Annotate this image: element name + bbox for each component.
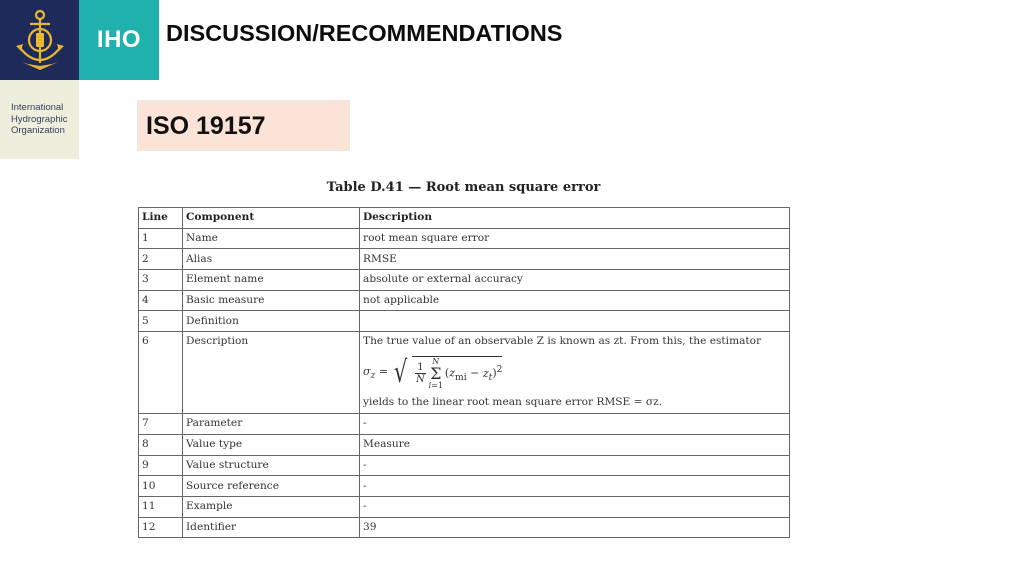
iho-emblem-icon <box>0 0 79 80</box>
line-cell: 7 <box>139 414 183 435</box>
table-row <box>139 455 790 476</box>
description-intro: The true value of an observable Z is known as zt. From this, the estimator <box>363 335 762 348</box>
line-cell: 9 <box>139 455 183 476</box>
organization-name: International Hydrographic Organization <box>11 102 68 136</box>
column-header-line: Line <box>139 208 183 229</box>
formula-sum: N Σ i=1 <box>428 357 443 391</box>
formula-term: $(z_{mi} - z_t)^2$ <box>444 364 503 384</box>
table-row <box>139 476 790 497</box>
line-cell: 1 <box>139 228 183 249</box>
component-cell: Basic measure <box>183 290 360 311</box>
table-row <box>139 249 790 270</box>
description-cell: Measure <box>360 434 790 455</box>
description-cell: - <box>360 455 790 476</box>
line-cell: 8 <box>139 434 183 455</box>
column-header-description: Description <box>360 208 790 229</box>
line-cell: 11 <box>139 496 183 517</box>
line-cell: 6 <box>139 332 183 414</box>
description-cell: - <box>360 476 790 497</box>
formula-sqrt-symbol: √ <box>393 355 408 391</box>
description-cell <box>360 311 790 332</box>
description-cell: - <box>360 414 790 435</box>
iho-brand-text: IHO <box>96 26 142 53</box>
iho-brand-block <box>79 0 159 80</box>
component-cell: Description <box>183 332 360 414</box>
standard-label: ISO 19157 <box>146 112 266 140</box>
description-cell: absolute or external accuracy <box>360 270 790 291</box>
component-cell: Source reference <box>183 476 360 497</box>
table-row <box>139 311 790 332</box>
description-cell: not applicable <box>360 290 790 311</box>
component-cell: Name <box>183 228 360 249</box>
line-cell: 4 <box>139 290 183 311</box>
description-cell: RMSE <box>360 249 790 270</box>
component-cell: Value type <box>183 434 360 455</box>
table-row <box>139 332 790 414</box>
line-cell: 12 <box>139 517 183 538</box>
table-row <box>139 517 790 538</box>
description-cell: 39 <box>360 517 790 538</box>
standard-label-box <box>138 101 349 150</box>
component-cell: Alias <box>183 249 360 270</box>
description-outro: yields to the linear root mean square error RMSE = σz. <box>363 396 663 409</box>
line-cell: 3 <box>139 270 183 291</box>
component-cell: Parameter <box>183 414 360 435</box>
description-cell <box>360 332 790 414</box>
table-caption: Table D.41 — Root mean square error <box>326 180 601 195</box>
formula-lhs: $\sigma_z$ = <box>363 364 389 381</box>
formula-fraction: $\frac{1}{N}$ <box>416 362 425 386</box>
description-cell: - <box>360 496 790 517</box>
component-cell: Element name <box>183 270 360 291</box>
formula-radicand <box>412 356 502 390</box>
line-cell: 5 <box>139 311 183 332</box>
table-header-row <box>139 208 790 229</box>
component-cell: Example <box>183 496 360 517</box>
rmse-table <box>138 207 790 538</box>
table-row <box>139 228 790 249</box>
table-row <box>139 290 790 311</box>
column-header-component: Component <box>183 208 360 229</box>
page-title: DISCUSSION/RECOMMENDATIONS <box>166 20 563 46</box>
organization-name-block <box>0 80 79 159</box>
table-row <box>139 434 790 455</box>
iho-logo <box>0 0 79 80</box>
component-cell: Identifier <box>183 517 360 538</box>
table-row <box>139 270 790 291</box>
table-row <box>139 496 790 517</box>
rmse-formula <box>363 356 789 390</box>
table-row <box>139 414 790 435</box>
component-cell: Value structure <box>183 455 360 476</box>
description-cell: root mean square error <box>360 228 790 249</box>
component-cell: Definition <box>183 311 360 332</box>
line-cell: 10 <box>139 476 183 497</box>
line-cell: 2 <box>139 249 183 270</box>
